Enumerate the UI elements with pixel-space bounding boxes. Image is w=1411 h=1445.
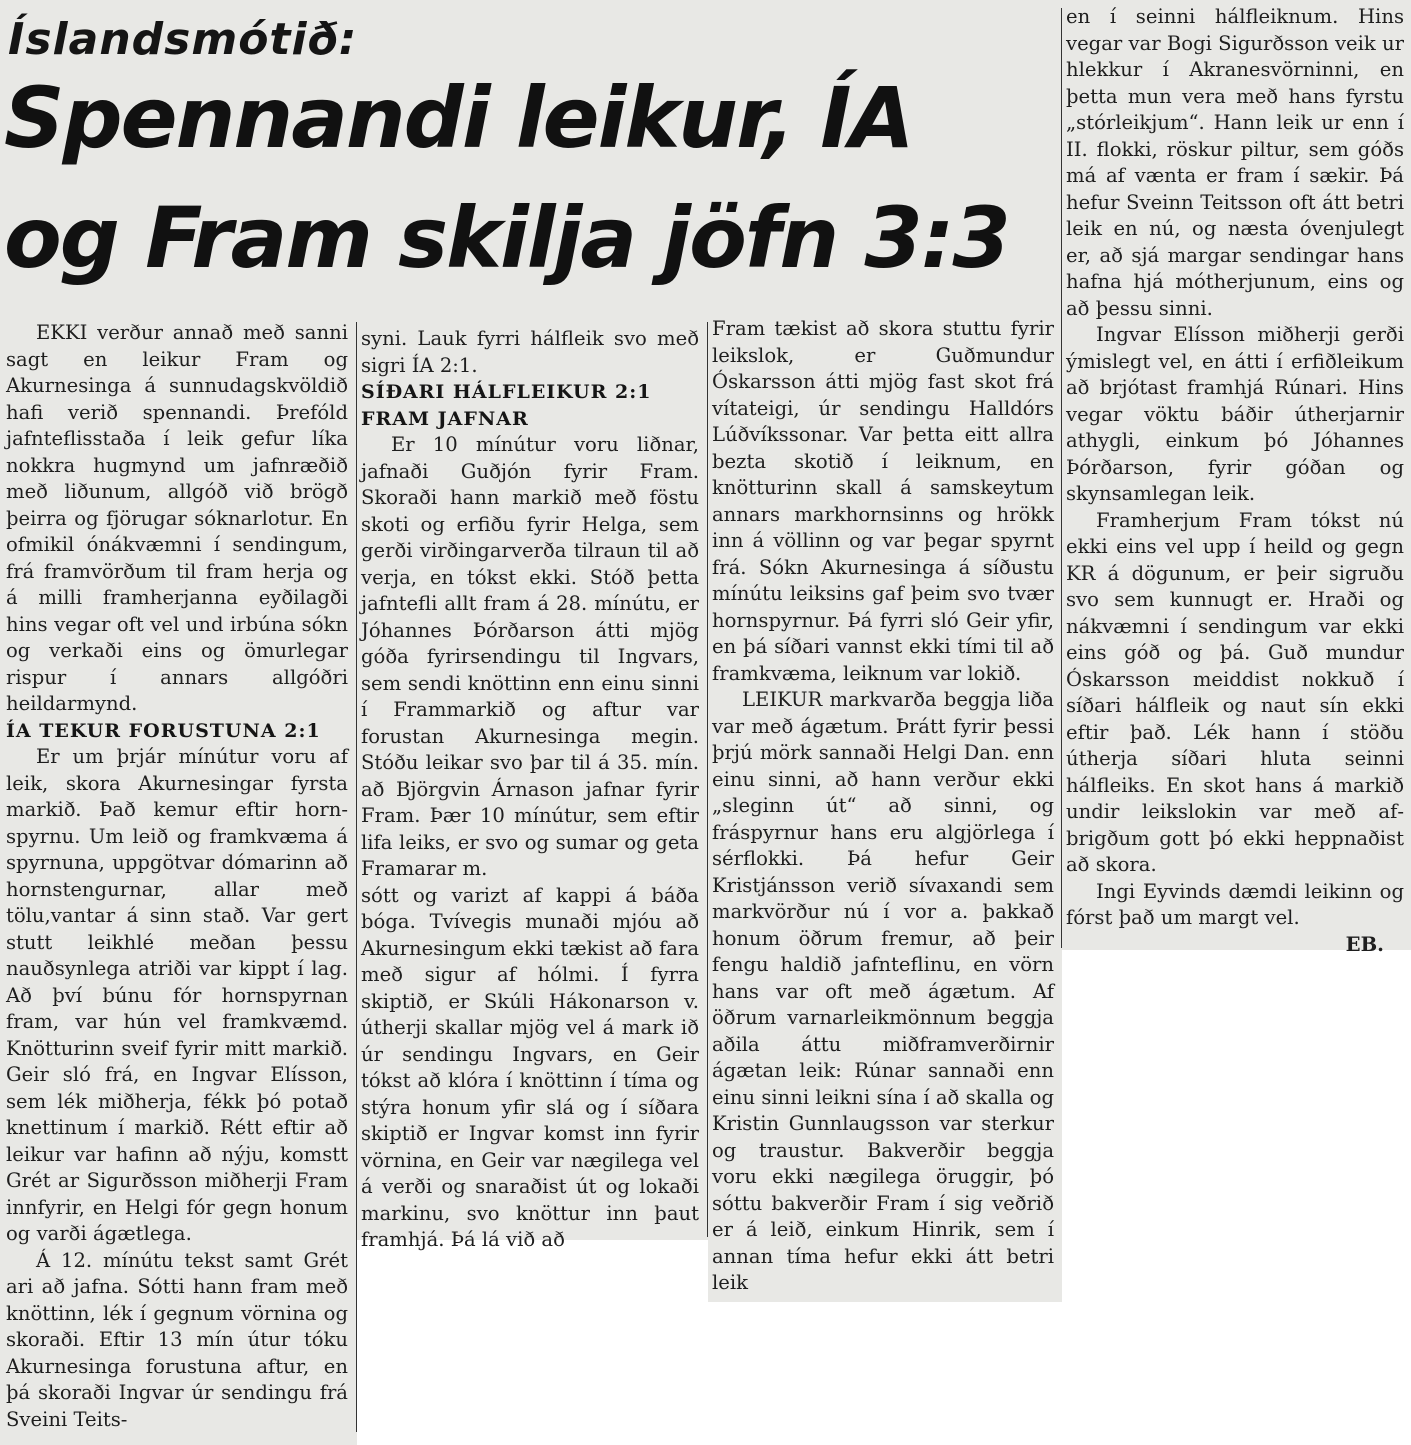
subheading: ÍA TEKUR FORUSTUNA 2:1: [6, 719, 321, 742]
subheading: SÍÐARI HÁLFLEIKUR 2:1: [361, 381, 652, 403]
article-column-1: [6, 320, 348, 1433]
article-column-4: [1066, 4, 1404, 958]
paragraph: Ingi Eyvinds dæmdi leikinn og fórst það um margt vel.: [1066, 879, 1404, 929]
subheading: FRAM JAFNAR: [361, 407, 529, 430]
paragraph: Ingvar Elísson miðherji gerði ýmislegt vel, en átti í erfiðleikum að brjótast framhjá Rúnari. Hins vegar vöktu báðir útherjarnir athygli, einkum þó Jóhannes Þórðarson, fyrir góðan og skynsamlegan leik.: [1066, 323, 1404, 505]
headline-line-1: Spennandi leikur, ÍA: [4, 69, 913, 167]
paragraph: Er um þrjár mínútur voru af leik, skora Akurnesingar fyrsta markið. Það kemur eftir hornspyrnu. Um leið og framkvæma á spyrnuna, uppgötvar dómarinn að hornstengurnar, allar með tölu,vantar á sinn stað. Var gert stutt leikhlé meðan þessu nauðsynlega atriði var kippt í lag. Að því búnu fór hornspyrnan fram, var hún vel framkvæmd. Knötturinn sveif fyrir mitt markið. Geir sló frá, en Ingvar Elísson, sem lék miðherja, fékk þó potað knettinum í markið. Rétt eftir að leikur var hafinn að nýju, komstt Grét ar Sigurðsson miðherji Fram innfyrir, en Helgi fór gegn honum og varði ágætlega.: [6, 745, 348, 1245]
paragraph: syni. Lauk fyrri hálfleik svo með sigri ÍA 2:1.: [361, 327, 699, 377]
signature: EB.: [1345, 932, 1384, 956]
paragraph: LEIKUR markvarða beggja liða var með ágætum. Þrátt fyrir þessi þrjú mörk sannaði Helgi Dan. enn einu sinni, að hann verður ekki „sleginn út“ að sinni, og fráspyrnur hans eru algjörlega í sérflokki. Þá hefur Geir Kristjánsson verið sívaxandi sem markvörður nú í vor a. þakkað honum öðrum fremur, að þeir fengu haldið jafnteflinu, en vörn hans var oft með ágætum. Af öðrum varnarleikmönnum beggja aðila áttu miðframverðirnir ágætan leik: Rúnar sannaði enn einu sinni leikni sína í að skalla og Kristin Gunnlaugsson var sterkur og traustur. Bakverðir beggja voru ekki nægilega öruggir, þó sóttu bakverðir Fram í sig veðrið er á leið, einkum Hinrik, sem í annan tíma hefur ekki átt betri leik: [712, 688, 1054, 1294]
paragraph: EKKI verður annað með sanni sagt en leikur Fram og Akurnesinga á sunnudagskvöldið hafi verið spennandi. Þrefóld jafnteflisstaða í leik gefur líka nokkra hugmynd um jafnræðið með liðunum, allgóð við brögð þeirra og fjörugar sóknarlotur. En ofmikil ónákvæmni í sendingum, frá framvörðum til fram herja og á milli framherjanna eyðilagði hins vegar oft vel und irbúna sókn og verkaði eins og ömurlegar rispur í annars allgóðri heildarmynd.: [6, 321, 348, 715]
headline-line-2: og Fram skilja jöfn 3:3: [4, 189, 1009, 287]
paragraph: Er 10 mínútur voru liðnar, jafnaði Guðjón fyrir Fram. Skoraði hann markið með föstu skoti og erfiðu fyrir Helga, sem gerði virðingarverða tilraun til að verja, en tókst ekki. Stóð þetta jafntefli allt fram á 28. mínútu, er Jóhannes Þórðarson átti mjög góða fyrirsendingu til Ingvars, sem sendi knöttinn enn einu sinni í Frammarkið og aftur var forustan Akurnesinga megin. Stóðu leikar svo þar til á 35. mín. að Björgvin Árnason jafnar fyrir Fram. Þær 10 mínútur, sem eftir lifa leiks, er svo og sumar og geta Framarar m.: [361, 433, 699, 880]
kicker: Íslandsmótið:: [8, 14, 358, 65]
column-rule-2: [707, 322, 708, 1237]
paragraph: Fram tækist að skora stuttu fyrir leikslok, er Guðmundur Óskarsson átti mjög fast skot frá vítateigi, úr sendingu Halldórs Lúðvíkssonar. Var þetta eitt allra bezta skotið í leiknum, en knötturinn skall á samskeytum annars markhornsinns og hrökk inn á völlinn og var þegar spyrnt frá. Sókn Akurnesinga á síðustu mínútu leiksins gaf þeim svo tvær hornspyrnur. Þá fyrri sló Geir yfir, en þá síðari vannst ekki tími til að framkvæma, leiknum var lokið.: [712, 317, 1054, 685]
paragraph: Á 12. mínútu tekst samt Grét ari að jafna. Sótti hann fram með knöttinn, lék í gegnum vörnina og skoraði. Eftir 13 mín útur tóku Akurnesinga forustuna aftur, en þá skoraði Ingvar úr sendingu frá Sveini Teits-: [6, 1248, 348, 1431]
article-column-2: [361, 326, 699, 1254]
column-rule-3: [1061, 8, 1062, 948]
paragraph: en í seinni hálfleiknum. Hins vegar var Bogi Sigurðsson veik ur hlekkur í Akranesvörninni, en þetta mun vera með hans fyrstu „stórleikjum“. Hann leik ur enn í II. flokki, röskur piltur, sem góðs má af vænta er fram í sækir. Þá hefur Sveinn Teitsson oft átt betri leik en nú, og næsta óvenjulegt er, að sjá margar sendingar hans hafna hjá mótherjunum, eins og að þessu sinni.: [1066, 5, 1404, 320]
paragraph: Framherjum Fram tókst nú ekki eins vel upp í heild og gegn KR á dögunum, er þeir sigruðu svo sem kunnugt er. Hraði og nákvæmni í sendingum var ekki eins góð og þá. Guð mundur Óskarsson meiddist nokkuð í síðari hálfleik og naut sín ekki eftir það. Lék hann í stöðu útherja síðari hluta seinni hálfleiks. En skot hans á markið undir leikslokin var með afbrigðum gott þó ekki heppnaðist að skora.: [1066, 508, 1404, 876]
article-column-3: [712, 316, 1054, 1297]
column-rule-1: [356, 322, 357, 1432]
paragraph: sótt og varizt af kappi á báða bóga. Tvívegis munaði mjóu að Akurnesingum ekki tækist að fara með sigur af hólmi. Í fyrra skiptið, er Skúli Hákonarson v. útherji skallar mjög vel á mark ið úr sendingu Ingvars, en Geir tókst að klóra í knöttinn í tíma og stýra honum yfir slá og í síðara skiptið er Ingvar komst inn fyrir vörnina, en Geir var nægilega vel á verði og snaraðist út og lokaði markinu, svo knöttur inn þaut framhjá. Þá lá við að: [361, 883, 699, 1251]
